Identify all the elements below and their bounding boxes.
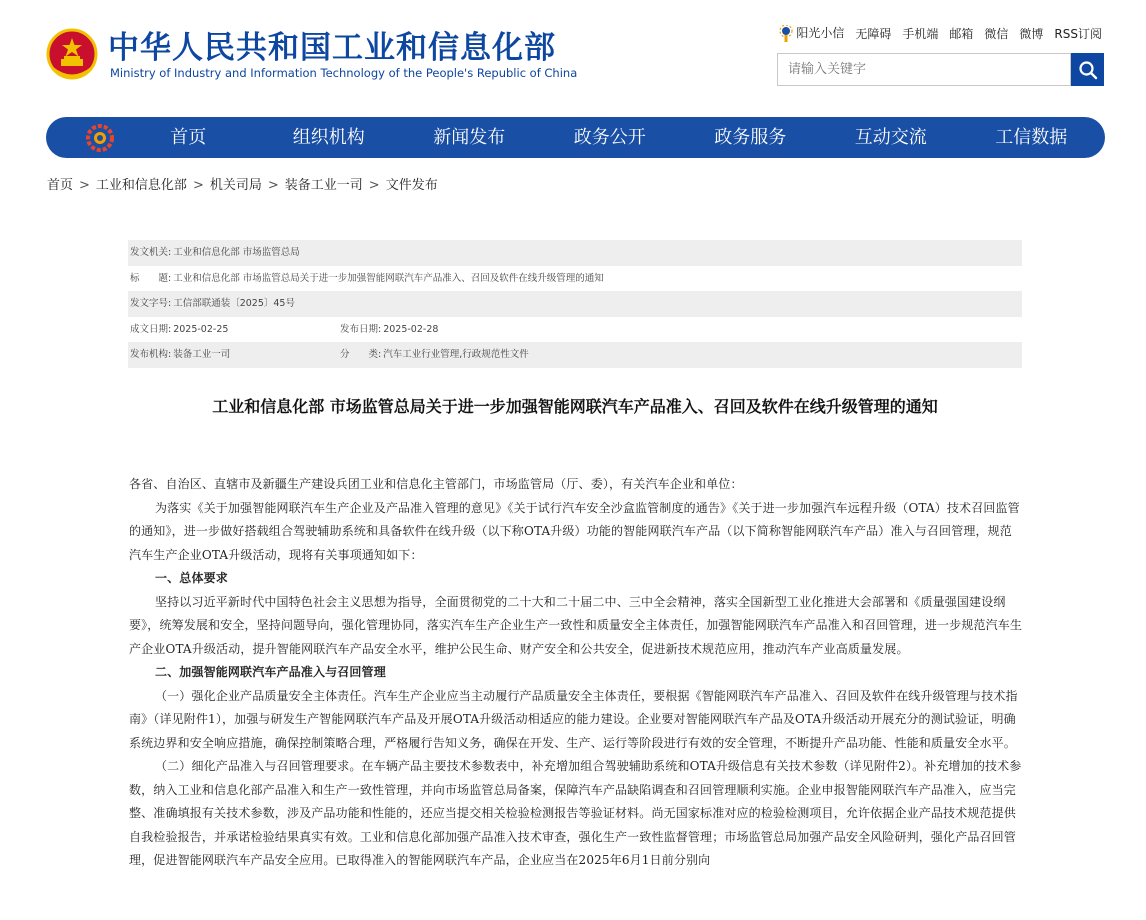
top-link-weibo[interactable]: 微博 bbox=[1019, 26, 1044, 41]
top-link-mobile[interactable]: 手机端 bbox=[902, 26, 939, 41]
top-link-label: 阳光小信 bbox=[796, 26, 845, 40]
body-paragraph: （一）强化企业产品质量安全主体责任。汽车生产企业应当主动履行产品质量安全主体责任，要根据《智能网联汽车产品准入、召回及软件在线升级管理与技术指南》（详见附件1），加强与研发生产智能网联汽车产品及开展OTA升级活动相适应的能力建设。企业要对智能网联汽车产品及OTA升级活动开展充分的测试验证，明确系统边界和安全响应措施，确保控制策略合理，严格履行告知义务，确保在开发、生产、运行等阶段进行有效的安全管理，不断提升产品功能、性能和质量安全水平。 bbox=[129, 688, 1018, 750]
top-link-sunshine[interactable] bbox=[779, 24, 844, 43]
meta-row-issuer bbox=[128, 240, 1022, 266]
miit-logo-icon[interactable] bbox=[86, 124, 114, 152]
top-link-rss[interactable]: RSS订阅 bbox=[1054, 26, 1102, 41]
search-icon bbox=[1078, 60, 1098, 80]
breadcrumb-ministry[interactable]: 工业和信息化部 bbox=[95, 178, 187, 193]
search-button[interactable] bbox=[1071, 53, 1104, 86]
meta-value: 工信部联通装〔2025〕45号 bbox=[173, 298, 295, 310]
search-box bbox=[777, 53, 1071, 86]
meta-label: 标 题: bbox=[130, 272, 172, 284]
nav-item-news[interactable]: 新闻发布 bbox=[433, 127, 506, 148]
national-emblem-icon[interactable] bbox=[46, 28, 98, 82]
meta-value: 2025-02-28 bbox=[383, 323, 439, 335]
search-input[interactable] bbox=[778, 54, 1058, 85]
meta-value: 汽车工业行业管理,行政规范性文件 bbox=[383, 349, 529, 361]
breadcrumb-home[interactable]: 首页 bbox=[47, 178, 74, 193]
main-nav bbox=[46, 117, 1105, 158]
meta-category bbox=[340, 342, 529, 368]
meta-value: 装备工业一司 bbox=[173, 349, 231, 361]
meta-row-org bbox=[128, 342, 1022, 368]
document-body bbox=[129, 473, 1023, 873]
breadcrumb-separator: > bbox=[79, 178, 90, 193]
meta-label: 发布机构: bbox=[130, 349, 172, 361]
intro-paragraph: 为落实《关于加强智能网联汽车生产企业及产品准入管理的意见》《关于试行汽车安全沙盒监管制度的通告》《关于进一步加强汽车远程升级（OTA）技术召回监管的通知》，进一步做好搭载组合驾驶辅助系统和具备软件在线升级（以下称OTA升级）功能的智能网联汽车产品（以下简称智能网联汽车产品）准入与召回管理，规范汽车生产企业OTA升级活动，现将有关事项通知如下： bbox=[129, 500, 1020, 562]
meta-value: 2025-02-25 bbox=[173, 323, 229, 335]
nav-item-government-affairs[interactable]: 政务公开 bbox=[573, 127, 646, 148]
nav-item-interaction[interactable]: 互动交流 bbox=[854, 127, 927, 148]
top-link-wechat[interactable]: 微信 bbox=[984, 26, 1009, 41]
meta-label: 发文机关: bbox=[130, 247, 172, 258]
greeting-paragraph: 各省、自治区、直辖市及新疆生产建设兵团工业和信息化主管部门，市场监管局（厅、委），有关汽车企业和单位： bbox=[129, 477, 743, 491]
top-link-accessibility[interactable]: 无障碍 bbox=[855, 26, 892, 41]
breadcrumb bbox=[47, 174, 438, 193]
breadcrumb-equipment-dept[interactable]: 装备工业一司 bbox=[284, 178, 363, 193]
site-header bbox=[0, 0, 1146, 110]
top-links bbox=[779, 24, 1102, 43]
section-heading: 二、加强智能网联汽车产品准入与召回管理 bbox=[155, 665, 386, 679]
breadcrumb-separator: > bbox=[267, 178, 279, 193]
meta-row-dates bbox=[128, 317, 1022, 343]
meta-label: 发文字号: bbox=[130, 298, 172, 310]
breadcrumb-separator: > bbox=[368, 178, 380, 193]
breadcrumb-departments[interactable]: 机关司局 bbox=[209, 178, 262, 193]
meta-label: 分 类: bbox=[340, 349, 382, 361]
meta-label: 发布日期: bbox=[340, 323, 382, 335]
breadcrumb-separator: > bbox=[192, 178, 204, 193]
document-meta-table bbox=[128, 240, 1022, 368]
meta-row-docno bbox=[128, 291, 1022, 317]
nav-item-home[interactable]: 首页 bbox=[170, 127, 207, 148]
breadcrumb-documents[interactable]: 文件发布 bbox=[385, 178, 438, 193]
document-title: 工业和信息化部 市场监管总局关于进一步加强智能网联汽车产品准入、召回及软件在线升级管理的通知 bbox=[212, 397, 938, 416]
meta-label: 成文日期: bbox=[130, 323, 172, 335]
nav-item-organization[interactable]: 组织机构 bbox=[292, 127, 365, 148]
body-paragraph: （二）细化产品准入与召回管理要求。在车辆产品主要技术参数表中，补充增加组合驾驶辅助系统和OTA升级信息有关技术参数（详见附件2）。补充增加的技术参数，纳入工业和信息化部产品准入和生产一致性管理，并向市场监管总局备案，保障汽车产品缺陷调查和召回管理顺利实施。企业申报智能网联汽车产品准入，应当完整、准确填报有关技术参数，涉及产品功能和性能的，还应当提交相关检验检测报告等验证材料。尚无国家标准对应的检验检测项目，允许依据企业产品技术规范提供自我检验报告，并承诺检验结果真实有效。工业和信息化部加强产品准入技术审查，强化生产一致性监督管理；市场监管总局加强产品安全风险研判，强化产品召回管理，促进智能网联汽车产品安全应用。已取得准入的智能网联汽车产品，企业应当在2025年6月1日前分别向 bbox=[129, 759, 1022, 867]
sunshine-icon bbox=[779, 25, 793, 43]
meta-value: 工业和信息化部 市场监管总局关于进一步加强智能网联汽车产品准入、召回及软件在线升级管理的通知 bbox=[173, 272, 604, 284]
section-heading: 一、总体要求 bbox=[155, 571, 228, 585]
nav-items bbox=[118, 117, 1102, 158]
nav-item-data[interactable]: 工信数据 bbox=[995, 127, 1068, 148]
meta-published bbox=[340, 317, 438, 343]
site-title[interactable]: 中华人民共和国工业和信息化部 bbox=[108, 30, 556, 66]
site-subtitle: Ministry of Industry and Information Technology of the People's Republic of China bbox=[110, 66, 578, 80]
meta-value: 工业和信息化部 市场监管总局 bbox=[173, 247, 300, 258]
top-link-mail[interactable]: 邮箱 bbox=[949, 26, 974, 41]
nav-item-services[interactable]: 政务服务 bbox=[714, 127, 787, 148]
meta-row-title bbox=[128, 266, 1022, 292]
body-paragraph: 坚持以习近平新时代中国特色社会主义思想为指导，全面贯彻党的二十大和二十届二中、三中全会精神，落实全国新型工业化推进大会部署和《质量强国建设纲要》，统筹发展和安全，坚持问题导向，强化管理协同，落实汽车生产企业生产一致性和质量安全主体责任，加强智能网联汽车产品准入和召回管理，进一步规范汽车生产企业OTA升级活动，提升智能网联汽车产品安全水平，维护公民生命、财产安全和公共安全，促进新技术规范应用，推动汽车产业高质量发展。 bbox=[129, 594, 1023, 656]
